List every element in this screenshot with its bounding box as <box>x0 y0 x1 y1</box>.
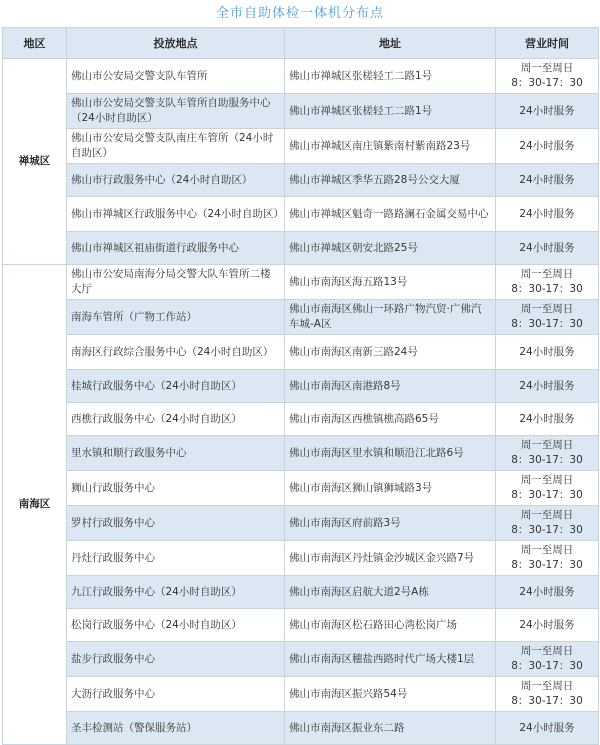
kiosk-table <box>2 27 599 745</box>
hours-line: 8：30-17：30 <box>511 454 583 466</box>
hours-cell <box>496 197 599 232</box>
location-cell: 里水镇和顺行政服务中心 <box>67 436 285 471</box>
hours-line: 8：30-17：30 <box>511 660 583 672</box>
hours-cell <box>496 642 599 677</box>
hours-cell <box>496 300 599 335</box>
table-row <box>3 541 599 576</box>
location-cell: 佛山市公安局交警支队南庄车管所（24小时自助区） <box>67 129 285 164</box>
address-cell: 佛山市禅城区张槎轻工二路1号 <box>285 59 496 94</box>
location-cell: 佛山市公安局交警支队车管所自助服务中心（24小时自助区） <box>67 94 285 129</box>
hours-line: 周一至周日 <box>520 62 574 74</box>
table-row <box>3 403 599 436</box>
table-header-row <box>3 28 599 59</box>
hours-cell <box>496 164 599 197</box>
hours-line: 8：30-17：30 <box>511 559 583 571</box>
table-row <box>3 609 599 642</box>
address-cell: 佛山市禅城区魁奇一路路澜石金属交易中心 <box>285 197 496 232</box>
address-cell: 佛山市南海区南港路8号 <box>285 370 496 403</box>
address-cell: 佛山市南海区里水镇和顺沿江北路6号 <box>285 436 496 471</box>
hours-cell <box>496 609 599 642</box>
address-cell: 佛山市南海区狮山镇狮城路3号 <box>285 471 496 506</box>
address-cell: 佛山市禅城区张槎轻工二路1号 <box>285 94 496 129</box>
table-row <box>3 370 599 403</box>
location-cell: 丹灶行政服务中心 <box>67 541 285 576</box>
hours-line: 周一至周日 <box>520 303 574 315</box>
hours-cell <box>496 370 599 403</box>
location-cell: 盐步行政服务中心 <box>67 642 285 677</box>
hours-line: 24小时服务 <box>519 379 575 392</box>
header-address: 地址 <box>285 28 496 59</box>
location-cell: 佛山市公安局交警支队车管所 <box>67 59 285 94</box>
hours-cell <box>496 265 599 300</box>
location-cell: 圣丰检测站（警保服务站） <box>67 712 285 745</box>
location-cell: 西樵行政服务中心（24小时自助区） <box>67 403 285 436</box>
address-cell: 佛山市南海区松石路田心湾松岗广场 <box>285 609 496 642</box>
hours-line: 24小时服务 <box>519 412 575 425</box>
table-row <box>3 59 599 94</box>
hours-line: 周一至周日 <box>520 544 574 556</box>
address-cell: 佛山市南海区海五路13号 <box>285 265 496 300</box>
hours-cell <box>496 436 599 471</box>
table-row <box>3 232 599 265</box>
hours-cell <box>496 403 599 436</box>
hours-line: 周一至周日 <box>520 645 574 657</box>
hours-line: 周一至周日 <box>520 509 574 521</box>
location-cell: 佛山市禅城区祖庙街道行政服务中心 <box>67 232 285 265</box>
table-row <box>3 94 599 129</box>
hours-line: 24小时服务 <box>519 618 575 631</box>
hours-cell <box>496 471 599 506</box>
hours-cell <box>496 59 599 94</box>
hours-cell <box>496 541 599 576</box>
hours-cell <box>496 94 599 129</box>
hours-line: 8：30-17：30 <box>511 77 583 89</box>
table-row <box>3 471 599 506</box>
hours-line: 周一至周日 <box>520 474 574 486</box>
address-cell: 佛山市南海区南新三路24号 <box>285 335 496 370</box>
location-cell: 桂城行政服务中心（24小时自助区） <box>67 370 285 403</box>
location-cell: 九江行政服务中心（24小时自助区） <box>67 576 285 609</box>
address-cell: 佛山市禅城区朝安北路25号 <box>285 232 496 265</box>
table-row <box>3 642 599 677</box>
table-row <box>3 197 599 232</box>
table-row <box>3 335 599 370</box>
hours-line: 周一至周日 <box>520 680 574 692</box>
table-body <box>3 59 599 745</box>
hours-line: 24小时服务 <box>519 104 575 117</box>
header-district: 地区 <box>3 28 67 59</box>
header-hours: 营业时间 <box>496 28 599 59</box>
hours-line: 8：30-17：30 <box>511 524 583 536</box>
address-cell: 佛山市禅城区季华五路28号公交大厦 <box>285 164 496 197</box>
address-cell: 佛山市禅城区南庄镇紫南村紫南路23号 <box>285 129 496 164</box>
hours-cell <box>496 712 599 745</box>
hours-line: 24小时服务 <box>519 721 575 734</box>
hours-line: 8：30-17：30 <box>511 695 583 707</box>
hours-cell <box>496 576 599 609</box>
hours-line: 24小时服务 <box>519 241 575 254</box>
location-cell: 狮山行政服务中心 <box>67 471 285 506</box>
hours-line: 周一至周日 <box>520 439 574 451</box>
hours-line: 24小时服务 <box>519 207 575 220</box>
table-row <box>3 265 599 300</box>
table-row <box>3 300 599 335</box>
location-cell: 大沥行政服务中心 <box>67 677 285 712</box>
location-cell: 佛山市公安局南海分局交警大队车管所二楼大厅 <box>67 265 285 300</box>
table-row <box>3 576 599 609</box>
hours-line: 24小时服务 <box>519 139 575 152</box>
location-cell: 南海车管所（广物工作站） <box>67 300 285 335</box>
table-row <box>3 436 599 471</box>
table-row <box>3 129 599 164</box>
hours-line: 24小时服务 <box>519 345 575 358</box>
district-cell: 禅城区 <box>3 59 67 265</box>
hours-line: 24小时服务 <box>519 173 575 186</box>
location-cell: 佛山市行政服务中心（24小时自助区） <box>67 164 285 197</box>
hours-cell <box>496 232 599 265</box>
table-row <box>3 712 599 745</box>
table-row <box>3 677 599 712</box>
table-row <box>3 506 599 541</box>
address-cell: 佛山市南海区佛山一环路广物汽贸·广佛汽车城-A区 <box>285 300 496 335</box>
location-cell: 佛山市禅城区行政服务中心（24小时自助区） <box>67 197 285 232</box>
hours-cell <box>496 677 599 712</box>
hours-cell <box>496 335 599 370</box>
hours-line: 8：30-17：30 <box>511 318 583 330</box>
hours-line: 周一至周日 <box>520 268 574 280</box>
address-cell: 佛山市南海区丹灶镇金沙城区金兴路7号 <box>285 541 496 576</box>
hours-cell <box>496 506 599 541</box>
location-cell: 南海区行政综合服务中心（24小时自助区） <box>67 335 285 370</box>
table-row <box>3 164 599 197</box>
page-title: 全市自助体检一体机分布点 <box>215 6 384 21</box>
location-cell: 罗村行政服务中心 <box>67 506 285 541</box>
address-cell: 佛山市南海区振业东二路 <box>285 712 496 745</box>
address-cell: 佛山市南海区府前路3号 <box>285 506 496 541</box>
address-cell: 佛山市南海区西樵镇樵高路65号 <box>285 403 496 436</box>
location-cell: 松岗行政服务中心（24小时自助区） <box>67 609 285 642</box>
hours-cell <box>496 129 599 164</box>
address-cell: 佛山市南海区穗盐西路时代广场大楼1层 <box>285 642 496 677</box>
hours-line: 8：30-17：30 <box>511 283 583 295</box>
address-cell: 佛山市南海区振兴路54号 <box>285 677 496 712</box>
address-cell: 佛山市南海区启航大道2号A栋 <box>285 576 496 609</box>
district-cell: 南海区 <box>3 265 67 745</box>
hours-line: 24小时服务 <box>519 585 575 598</box>
header-location: 投放地点 <box>67 28 285 59</box>
hours-line: 8：30-17：30 <box>511 489 583 501</box>
